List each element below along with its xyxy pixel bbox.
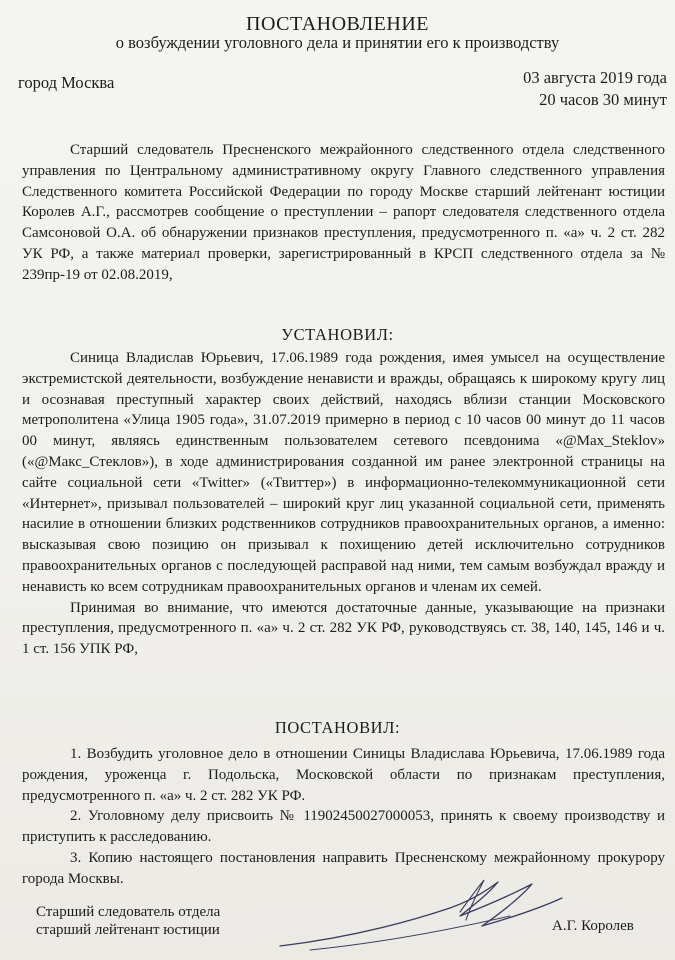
resolved-item-3: 3. Копию настоящего постановления направить Пресненскому межрайонному прокурору города Москвы. xyxy=(22,849,665,887)
established-heading: УСТАНОВИЛ: xyxy=(281,325,394,344)
established-section xyxy=(22,348,665,660)
document-title: ПОСТАНОВЛЕНИЕ xyxy=(246,13,429,35)
signer-name: А.Г. Королев xyxy=(552,918,634,934)
established-paragraph-2: Принимая во внимание, что имеются достаточные данные, указывающие на признаки преступления, предусмотренного п. «а» ч. 2 ст. 282 УК РФ, руководствуясь ст. 38, 140, 145, 146 и ч. 1 ст. 156 УПК РФ, xyxy=(22,599,665,658)
handwritten-signature xyxy=(270,868,570,960)
signer-position-line-2: старший лейтенант юстиции xyxy=(36,922,220,938)
city-label: город Москва xyxy=(18,73,115,92)
established-paragraph-1: Синица Владислав Юрьевич, 17.06.1989 года рождения, имея умысел на осуществление экстремистской деятельности, возбуждение ненависти и вражды, обращаясь к широкому кругу лиц и осознавая преступный характер своих действий, находясь вблизи станции Московского метрополитена «Улица 1905 года», 31.07.2019 примерно в период с 10 часов 00 минут до 11 часов 00 минут, являясь единственным пользователем сетевого псевдонима «@Max_Steklov» («@Макс_Стеклов»), в ходе администрирования созданной им ранее электронной страницы на сайте социальной сети «Twitter» («Твиттер») в информационно-телекоммуникационной сети «Интернет», призывал пользователей – широкий круг лиц указанной социальной сети, применять насилие в отношении близких родственников сотрудников правоохранительных органов, а именно: высказывая свою позицию он призывал к похищению детей исключительно сотрудников правоохранительных органов с последующей расправой над ними, тем самым возбуждал вражду и ненависть ко всем сотрудникам правоохранительных органов и членам их семей. xyxy=(22,350,665,595)
intro-text: Старший следователь Пресненского межрайонного следственного отдела следственного управления по Центральному административному округу Главного следственного управления Следственного комитета Российской Федерации по городу Москве старший лейтенант юстиции Королев А.Г., рассмотрев сообщение о преступлении – рапорт следователя следственного отдела Самсоновой О.А. об обнаружении признаков преступления, предусмотренного п. «а» ч. 2 ст. 282 УК РФ, а также материал проверки, зарегистрированный в КРСП следственного отдела за № 239пр-19 от 02.08.2019, xyxy=(22,142,665,283)
resolved-item-2: 2. Уголовному делу присвоить № 11902450027000053, принять к своему производству и приступить к расследованию. xyxy=(22,808,665,846)
resolved-item-1: 1. Возбудить уголовное дело в отношении Синицы Владислава Юрьевича, 17.06.1989 года рождения, уроженца г. Подольска, Московской области по признакам преступления, предусмотренного п. «а» ч. 2 ст. 282 УК РФ. xyxy=(22,746,665,804)
resolved-heading: ПОСТАНОВИЛ: xyxy=(274,718,401,737)
intro-paragraph xyxy=(22,140,665,286)
signer-position xyxy=(36,903,220,939)
signer-position-line-1: Старший следователь отдела xyxy=(36,904,221,920)
date-block xyxy=(523,67,667,111)
document-date: 03 августа 2019 года xyxy=(523,68,667,87)
document-time: 20 часов 30 минут xyxy=(539,90,667,109)
document-subtitle: о возбуждении уголовного дела и принятии его к производству xyxy=(115,33,560,52)
